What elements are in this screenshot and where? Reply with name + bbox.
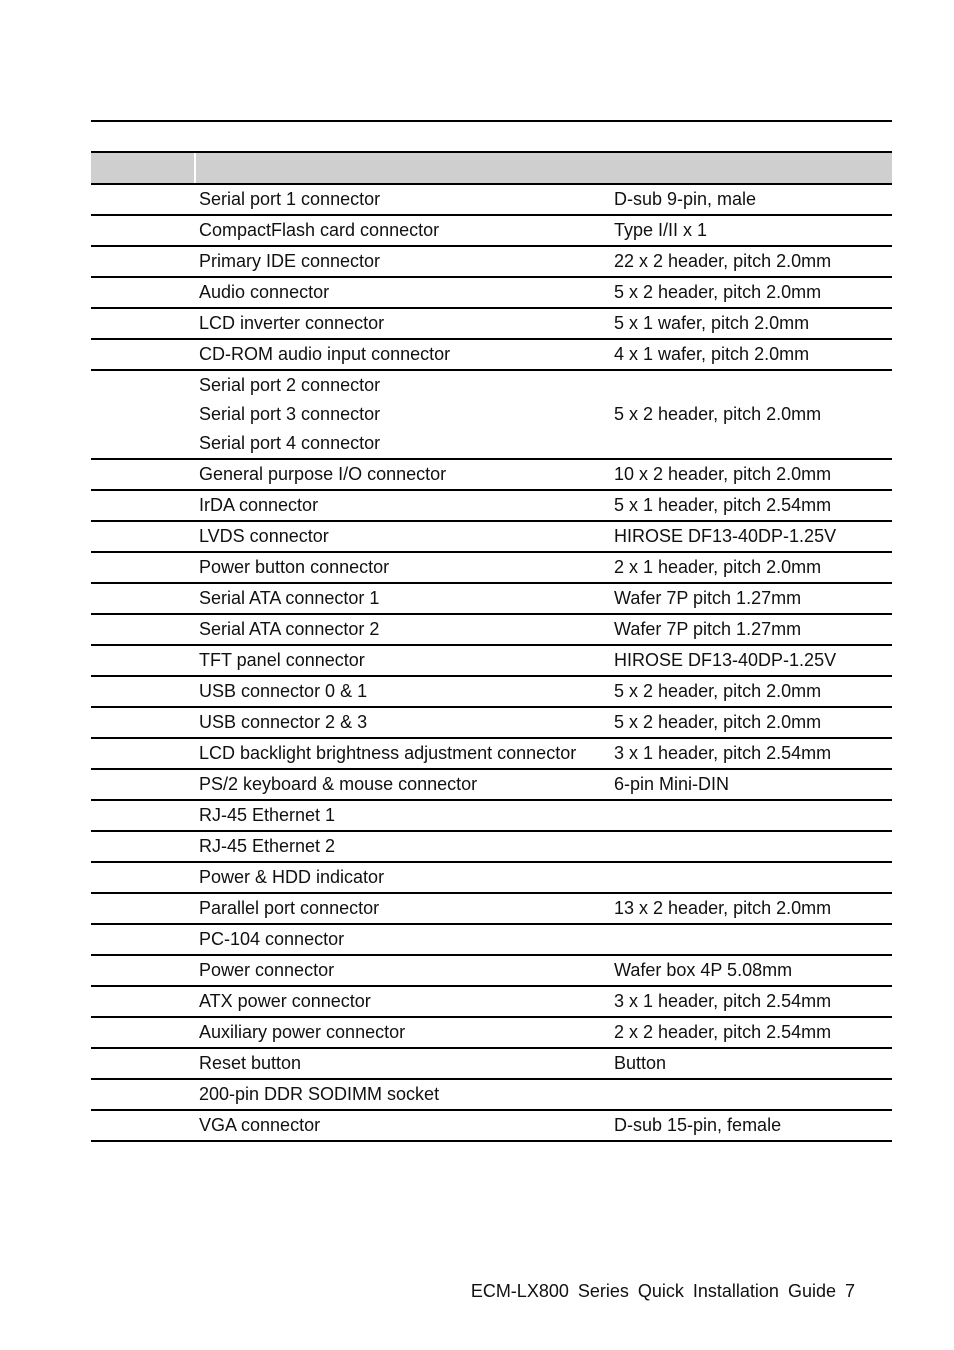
table-row [91,739,892,770]
description-cell: Parallel port connector [199,898,380,918]
description-cell: USB connector 2 & 3 [199,712,368,732]
description-cell: Reset button [199,1053,302,1073]
table-row [91,801,892,832]
table-row [91,309,892,340]
label-cell [91,584,196,613]
table-row [91,553,892,584]
type-cell: 10 x 2 header, pitch 2.0mm [614,464,832,484]
label-cell [91,832,196,861]
type-cell: Wafer 7P pitch 1.27mm [614,619,802,639]
description-cell: Primary IDE connector [199,251,381,271]
label-cell [91,770,196,799]
label-cell [91,863,196,892]
type-cell: 5 x 2 header, pitch 2.0mm [614,282,822,302]
type-cell: Type I/II x 1 [614,220,708,240]
type-cell: 5 x 1 header, pitch 2.54mm [614,495,832,515]
table-row [91,1018,892,1049]
table-row [91,646,892,677]
table-row [91,278,892,309]
table-row [91,491,892,522]
table-row [91,185,892,216]
label-cell [91,216,196,245]
type-cell: 2 x 1 header, pitch 2.0mm [614,557,822,577]
description-cell: VGA connector [199,1115,321,1135]
description-cell: ATX power connector [199,991,371,1011]
description-cell: Power connector [199,960,335,980]
type-cell: D-sub 15-pin, female [614,1115,782,1135]
table-row [91,1049,892,1080]
table-row [91,770,892,801]
table-row [91,708,892,739]
description-cell: LCD inverter connector [199,313,385,333]
type-cell: 3 x 1 header, pitch 2.54mm [614,991,832,1011]
label-cell [91,309,196,338]
table-row [91,1080,892,1111]
label-cell [91,739,196,768]
label-cell [91,615,196,644]
table-row [91,894,892,925]
label-cell [91,278,196,307]
description-cell: RJ-45 Ethernet 2 [199,836,336,856]
label-cell [91,460,196,489]
type-cell: 2 x 2 header, pitch 2.54mm [614,1022,832,1042]
type-cell: 6-pin Mini-DIN [614,774,730,794]
type-cell: Wafer 7P pitch 1.27mm [614,588,802,608]
description-cell: RJ-45 Ethernet 1 [199,805,336,825]
type-cell [614,801,892,830]
table-row [91,340,892,371]
label-cell [91,1111,196,1140]
header-main-column [196,153,892,183]
type-cell [614,863,892,892]
description-cell: Power & HDD indicator [199,867,385,887]
description-cell: Auxiliary power connector [199,1022,406,1042]
type-cell: HIROSE DF13-40DP-1.25V [614,526,837,546]
type-cell [614,925,892,954]
description-cell: General purpose I/O connector [199,464,447,484]
description-line: Serial port 4 connector [199,433,381,453]
type-cell: 5 x 2 header, pitch 2.0mm [614,404,822,424]
description-cell: Audio connector [199,282,330,302]
label-cell [91,371,196,458]
table-header [91,151,892,185]
description-cell: CompactFlash card connector [199,220,440,240]
table-row [91,832,892,863]
type-cell: 3 x 1 header, pitch 2.54mm [614,743,832,763]
label-cell [91,677,196,706]
label-cell [91,247,196,276]
type-cell: 5 x 2 header, pitch 2.0mm [614,681,822,701]
top-rule [91,120,892,122]
type-cell: D-sub 9-pin, male [614,189,757,209]
label-cell [91,925,196,954]
table-row [91,863,892,894]
label-cell [91,522,196,551]
label-cell [91,987,196,1016]
table-row [91,987,892,1018]
label-cell [91,491,196,520]
description-cell: LCD backlight brightness adjustment connector [199,743,577,763]
table-row [91,584,892,615]
type-cell [614,832,892,861]
label-cell [91,1018,196,1047]
label-cell [91,1049,196,1078]
description-cell: TFT panel connector [199,650,365,670]
label-cell [91,340,196,369]
type-cell: 5 x 1 wafer, pitch 2.0mm [614,313,810,333]
table-body [91,185,892,1142]
description-cell: USB connector 0 & 1 [199,681,368,701]
label-cell [91,1080,196,1109]
type-cell [614,1080,892,1109]
description-cell: Power button connector [199,557,390,577]
type-cell: Wafer box 4P 5.08mm [614,960,793,980]
type-cell: 13 x 2 header, pitch 2.0mm [614,898,832,918]
description-cell: Serial ATA connector 2 [199,619,380,639]
description-cell [196,371,614,458]
type-cell: 5 x 2 header, pitch 2.0mm [614,712,822,732]
connector-table [91,151,892,1142]
description-cell: 200-pin DDR SODIMM socket [199,1084,440,1104]
description-cell: Serial ATA connector 1 [199,588,380,608]
label-cell [91,894,196,923]
table-row [91,1111,892,1142]
type-cell: 4 x 1 wafer, pitch 2.0mm [614,344,810,364]
table-row [91,615,892,646]
table-row [91,460,892,491]
table-row [91,677,892,708]
table-row [91,216,892,247]
description-line: Serial port 2 connector [199,375,381,395]
table-row [91,522,892,553]
description-cell: LVDS connector [199,526,329,546]
label-cell [91,956,196,985]
label-cell [91,185,196,214]
table-row [91,371,892,460]
description-cell: CD-ROM audio input connector [199,344,451,364]
description-cell: PS/2 keyboard & mouse connector [199,774,478,794]
description-cell: PC-104 connector [199,929,345,949]
label-cell [91,646,196,675]
header-label-column [91,153,196,183]
table-row [91,925,892,956]
description-line: Serial port 3 connector [199,404,381,424]
type-cell: Button [614,1053,667,1073]
type-cell: HIROSE DF13-40DP-1.25V [614,650,837,670]
description-cell: IrDA connector [199,495,319,515]
description-cell: Serial port 1 connector [199,189,381,209]
table-row [91,956,892,987]
table-row [91,247,892,278]
label-cell [91,801,196,830]
type-cell: 22 x 2 header, pitch 2.0mm [614,251,832,271]
label-cell [91,708,196,737]
page-footer: ECM-LX800 Series Quick Installation Guide 7 [470,1281,855,1301]
label-cell [91,553,196,582]
